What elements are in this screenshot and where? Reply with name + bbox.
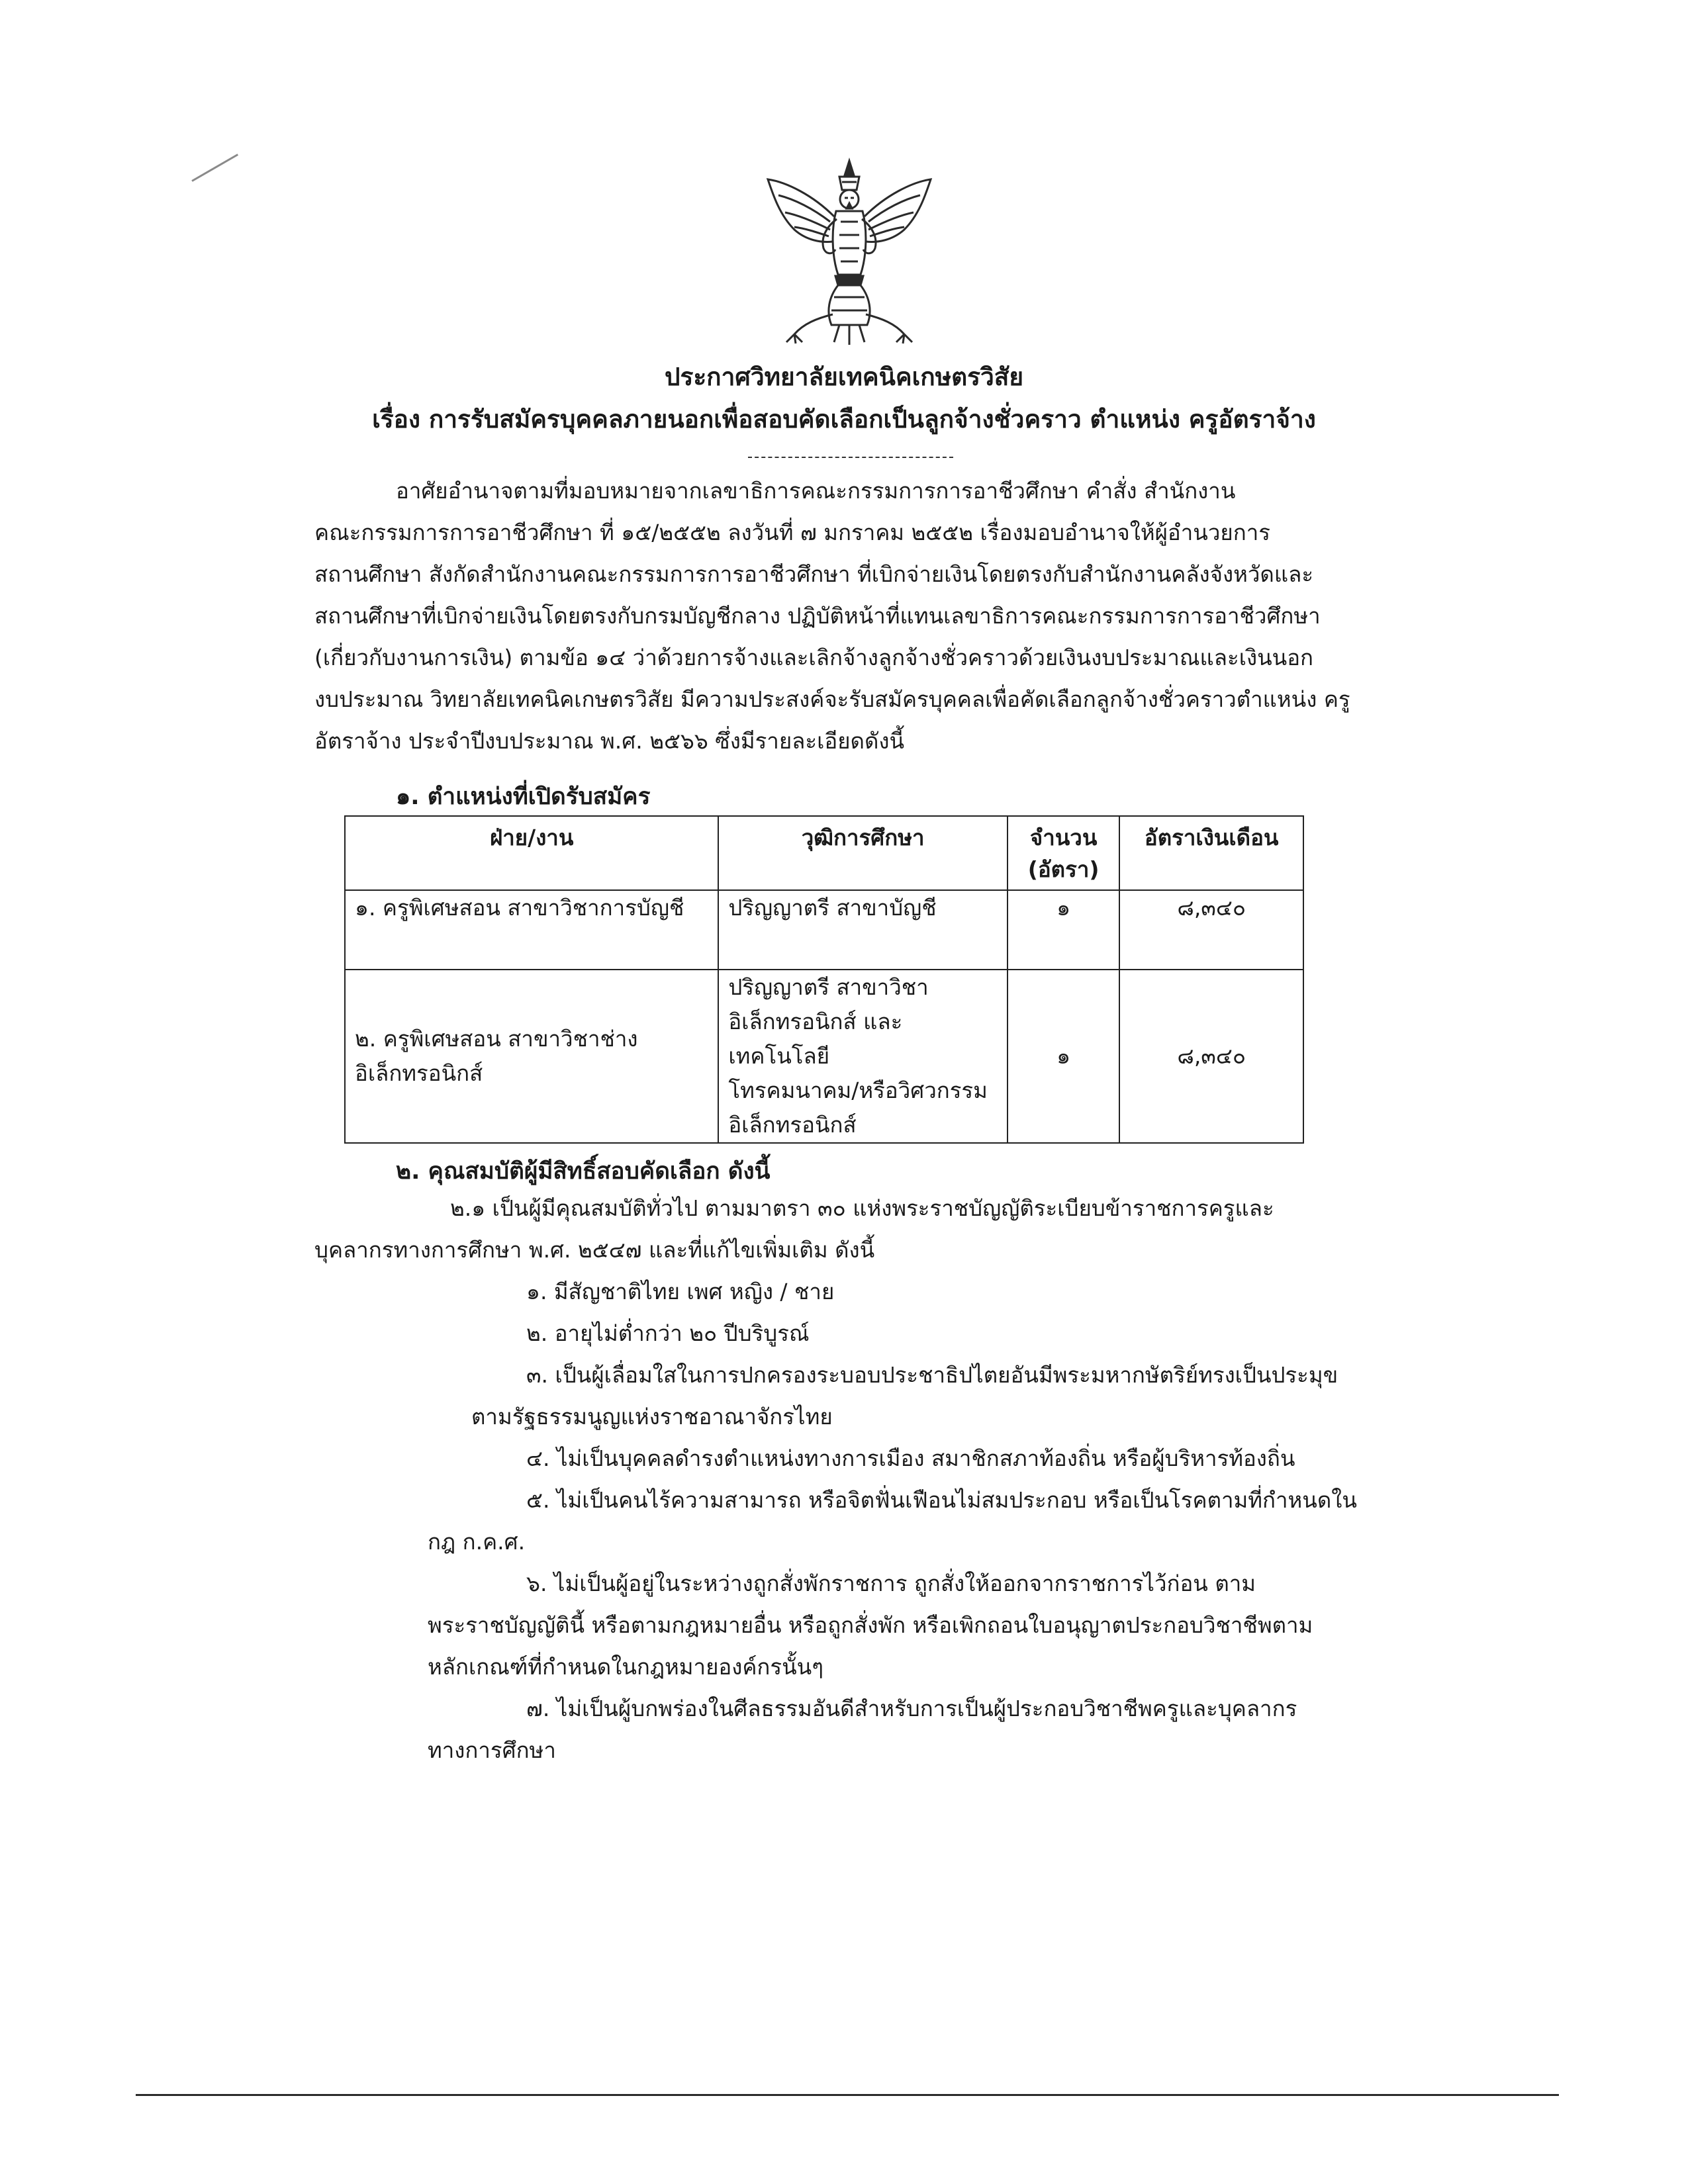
intro-line: อัตราจ้าง ประจำปีงบประมาณ พ.ศ. ๒๕๖๖ ซึ่งมีรายละเอียดดังนี้ [314, 728, 905, 754]
list-item: ๖. ไม่เป็นผู้อยู่ในระหว่างถูกสั่งพักราชการ ถูกสั่งให้ออกจากราชการไว้ก่อน ตาม [526, 1570, 1256, 1596]
title-divider [748, 457, 953, 458]
intro-line: คณะกรรมการการอาชีวศึกษา ที่ ๑๕/๒๕๕๒ ลงวันที่ ๗ มกราคม ๒๕๕๒ เรื่องมอบอำนาจให้ผู้อำนวยการ [314, 520, 1270, 545]
header-count [1008, 816, 1119, 890]
cell-dept [345, 890, 718, 970]
cell-salary: ๘,๓๔๐ [1119, 890, 1303, 970]
section-1-heading: ๑. ตำแหน่งที่เปิดรับสมัคร [396, 784, 651, 810]
list-item: ๕. ไม่เป็นคนไร้ความสามารถ หรือจิตฟั่นเฟือนไม่สมประกอบ หรือเป็นโรคตามที่กำหนดใน [526, 1487, 1357, 1513]
qualification-intro-line: บุคลากรทางการศึกษา พ.ศ. ๒๕๔๗ และที่แก้ไขเพิ่มเติม ดังนี้ [314, 1237, 875, 1263]
list-item-continued: กฎ ก.ค.ศ. [428, 1529, 526, 1555]
list-item: ๒. อายุไม่ต่ำกว่า ๒๐ ปีบริบูรณ์ [526, 1320, 810, 1346]
intro-line: (เกี่ยวกับงานการเงิน) ตามข้อ ๑๔ ว่าด้วยการจ้างและเลิกจ้างลูกจ้างชั่วคราวด้วยเงินงบประมาณและเงินนอก [314, 645, 1314, 670]
list-item-continued: พระราชบัญญัตินี้ หรือตามกฎหมายอื่น หรือถูกสั่งพัก หรือเพิกถอนใบอนุญาตประกอบวิชาชีพตาม [428, 1612, 1313, 1638]
list-item-continued: ทางการศึกษา [428, 1737, 556, 1763]
announcement-title: ประกาศวิทยาลัยเทคนิคเกษตรวิสัย [664, 363, 1024, 391]
list-item: ๗. ไม่เป็นผู้บกพร่องในศีลธรรมอันดีสำหรับการเป็นผู้ประกอบวิชาชีพครูและบุคลากร [526, 1696, 1297, 1721]
intro-line: งบประมาณ วิทยาลัยเทคนิคเกษตรวิสัย มีความประสงค์จะรับสมัครบุคคลเพื่อคัดเลือกลูกจ้างชั่วคราวตำแหน่ง ครู [314, 686, 1350, 712]
intro-line: สถานศึกษา สังกัดสำนักงานคณะกรรมการการอาชีวศึกษา ที่เบิกจ่ายเงินโดยตรงกับสำนักงานคลังจังหวัดและ [314, 561, 1314, 587]
announcement-subject: เรื่อง การรับสมัครบุคคลภายนอกเพื่อสอบคัดเลือกเป็นลูกจ้างชั่วคราว ตำแหน่ง ครูอัตราจ้าง [372, 405, 1316, 433]
cell-qual-line: ปริญญาตรี สาขาบัญชี [728, 895, 937, 921]
garuda-emblem-icon [760, 156, 939, 347]
header-count-line2: (อัตรา) [1027, 856, 1100, 882]
positions-table [344, 815, 1304, 1144]
list-item: ๑. มีสัญชาติไทย เพศ หญิง / ชาย [526, 1279, 835, 1304]
section-2-heading: ๒. คุณสมบัติผู้มีสิทธิ์สอบคัดเลือก ดังนี้ [396, 1158, 771, 1185]
cell-dept [345, 970, 718, 1143]
list-item: ๓. เป็นผู้เลื่อมใสในการปกครองระบอบประชาธิปไตยอันมีพระมหากษัตริย์ทรงเป็นประมุข [526, 1362, 1338, 1388]
cell-dept-line: ๑. ครูพิเศษสอน สาขาวิชาการบัญชี [355, 895, 684, 921]
intro-line: สถานศึกษาที่เบิกจ่ายเงินโดยตรงกับกรมบัญชีกลาง ปฏิบัติหน้าที่แทนเลขาธิการคณะกรรมการการอาชีวศึกษา [314, 603, 1321, 629]
header-count-line1: จำนวน [1029, 825, 1098, 850]
page-bottom-line [136, 2094, 1559, 2096]
cell-qual-line: ปริญญาตรี สาขาวิชา [728, 974, 929, 1000]
cell-dept-line: ๒. ครูพิเศษสอน สาขาวิชาช่าง [355, 1026, 638, 1052]
list-item: ๔. ไม่เป็นบุคคลดำรงตำแหน่งทางการเมือง สมาชิกสภาท้องถิ่น หรือผู้บริหารท้องถิ่น [526, 1445, 1295, 1471]
intro-line: อาศัยอำนาจตามที่มอบหมายจากเลขาธิการคณะกรรมการการอาชีวศึกษา คำสั่ง สำนักงาน [396, 478, 1236, 504]
list-item-continued: หลักเกณฑ์ที่กำหนดในกฎหมายองค์กรนั้นๆ [428, 1654, 823, 1680]
header-qualification: วุฒิการศึกษา [718, 816, 1008, 890]
cell-count: ๑ [1008, 970, 1119, 1143]
cell-count: ๑ [1008, 890, 1119, 970]
cell-salary: ๘,๓๔๐ [1119, 970, 1303, 1143]
table-row [345, 890, 1303, 970]
cell-qual-line: อิเล็กทรอนิกส์ [728, 1112, 857, 1138]
table-header-row [345, 816, 1303, 890]
cell-qualification [718, 890, 1008, 970]
header-dept: ฝ่าย/งาน [345, 816, 718, 890]
pen-mark [191, 154, 238, 182]
cell-qual-line: โทรคมนาคม/หรือวิศวกรรม [728, 1077, 988, 1103]
table-row [345, 970, 1303, 1143]
cell-dept-line: อิเล็กทรอนิกส์ [355, 1060, 483, 1086]
list-item-continued: ตามรัฐธรรมนูญแห่งราชอาณาจักรไทย [471, 1404, 833, 1430]
cell-qual-line: อิเล็กทรอนิกส์ และเทคโนโลยี [728, 1009, 903, 1069]
cell-qualification [718, 970, 1008, 1143]
qualification-intro-line: ๒.๑ เป็นผู้มีคุณสมบัติทั่วไป ตามมาตรา ๓๐ แห่งพระราชบัญญัติระเบียบข้าราชการครูและ [450, 1195, 1274, 1221]
header-salary: อัตราเงินเดือน [1119, 816, 1303, 890]
